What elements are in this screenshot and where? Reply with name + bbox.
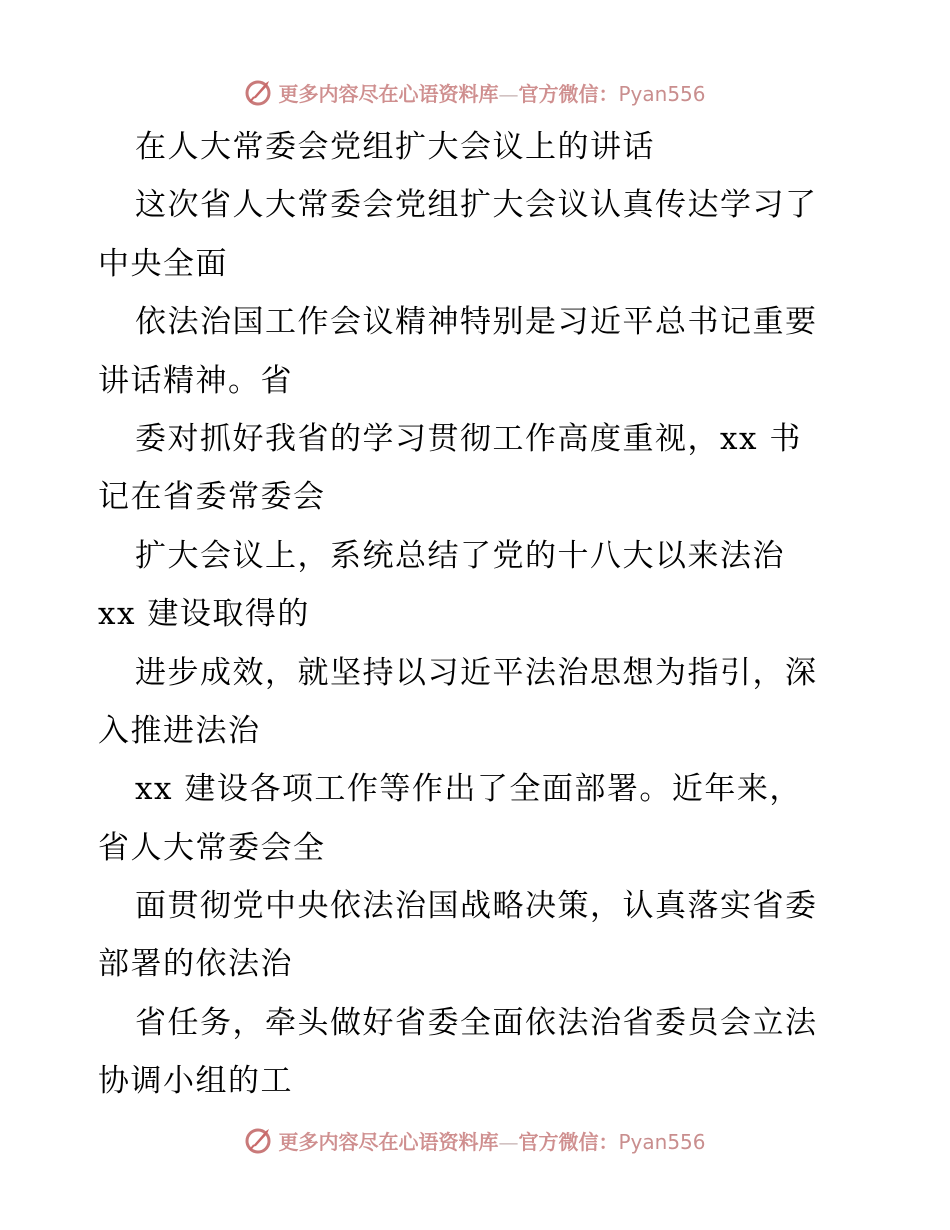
header-watermark-banner xyxy=(0,72,950,112)
paragraph-line: 协调小组的工 xyxy=(98,1063,293,1100)
footer-watermark-banner xyxy=(0,1120,950,1160)
document-title: 在人大常委会党组扩大会议上的讲话 xyxy=(135,129,655,165)
paragraph-line: 委对抓好我省的学习贯彻工作高度重视，xx 书 xyxy=(135,420,802,457)
watermark-text xyxy=(278,1126,705,1155)
watermark-account-id: Pyan556 xyxy=(618,81,706,106)
paragraph-line: 讲话精神。省 xyxy=(98,362,293,399)
paragraph-line: 省人大常委会全 xyxy=(98,829,326,866)
watermark-main-text: 更多内容尽在心语资料库 xyxy=(278,1129,499,1154)
paragraph-line: 这次省人大常委会党组扩大会议认真传达学习了 xyxy=(135,187,818,224)
paragraph-line: 部署的依法治 xyxy=(98,946,293,983)
paragraph-line: 入推进法治 xyxy=(98,712,261,749)
watermark-official-label: 官方微信： xyxy=(518,1129,619,1154)
watermark-text xyxy=(278,78,705,107)
feather-pen-circle-logo-icon xyxy=(244,1125,274,1155)
paragraph-line: 进步成效，就坚持以习近平法治思想为指引，深 xyxy=(135,654,818,691)
paragraph-line: 省任务，牵头做好省委全面依法治省委员会立法 xyxy=(135,1004,818,1041)
paragraph-line: xx 建设各项工作等作出了全面部署。近年来， xyxy=(135,771,802,808)
paragraph-line: xx 建设取得的 xyxy=(98,596,310,633)
paragraph-line: 扩大会议上，系统总结了党的十八大以来法治 xyxy=(135,537,785,574)
paragraph-line: 依法治国工作会议精神特别是习近平总书记重要 xyxy=(135,304,818,341)
watermark-separator: — xyxy=(498,81,519,106)
paragraph-line: 中央全面 xyxy=(98,245,228,282)
feather-pen-circle-logo-icon xyxy=(244,77,274,107)
watermark-official-label: 官方微信： xyxy=(518,81,619,106)
document-body xyxy=(98,118,858,1111)
watermark-account-id: Pyan556 xyxy=(618,1129,706,1154)
watermark-separator: — xyxy=(498,1129,519,1154)
watermark-main-text: 更多内容尽在心语资料库 xyxy=(278,81,499,106)
paragraph-line: 记在省委常委会 xyxy=(98,479,326,516)
paragraph-line: 面贯彻党中央依法治国战略决策，认真落实省委 xyxy=(135,888,818,925)
